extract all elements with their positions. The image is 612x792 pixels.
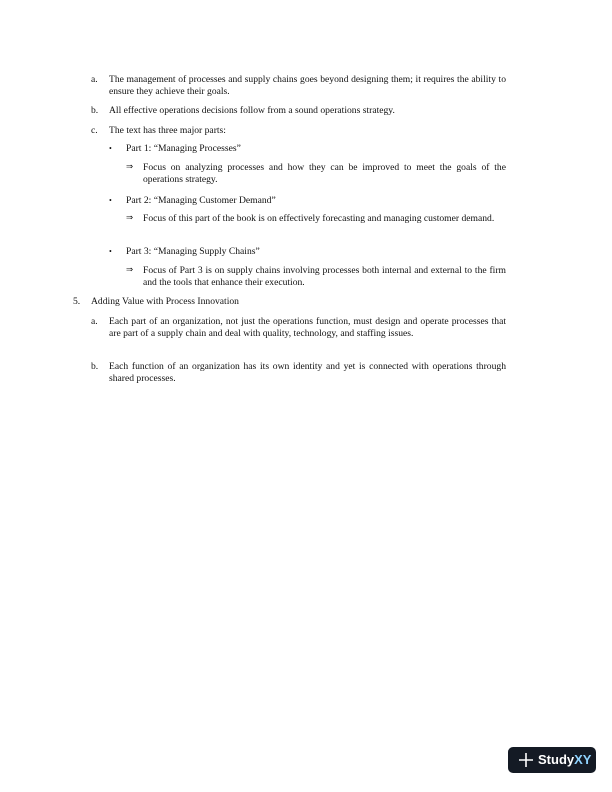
list-label-c: c. bbox=[91, 125, 98, 136]
list-label-b: b. bbox=[91, 105, 99, 116]
section-5-title: Adding Value with Process Innovation bbox=[91, 296, 239, 307]
list-text-5b: Each function of an organization has its own identity and yet is connected with operations through shared processes. bbox=[109, 361, 506, 384]
list-text-5a: Each part of an organization, not just the operations function, must design and operate processes that are part of a supply chain and deal with quality, technology, and staffing issues. bbox=[109, 316, 506, 339]
sub-item-part-3 bbox=[126, 265, 506, 289]
section-5-number: 5. bbox=[73, 296, 81, 307]
part-detail: Focus on analyzing processes and how they can be improved to meet the goals of the operations strategy. bbox=[143, 162, 506, 185]
section-5-item-a bbox=[91, 316, 506, 352]
list-text-a: The management of processes and supply chains goes beyond designing them; it requires the ability to ensure they achieve their goals. bbox=[109, 74, 506, 97]
list-label-5a: a. bbox=[91, 316, 98, 327]
section-5-heading bbox=[73, 296, 506, 308]
bullet-item-part-2 bbox=[109, 195, 506, 207]
brand-name bbox=[538, 751, 591, 769]
bullet-item-part-3 bbox=[109, 246, 506, 258]
bullet-icon: • bbox=[109, 144, 112, 153]
part-detail: Focus of this part of the book is on effectively forecasting and managing customer demand. bbox=[143, 213, 495, 224]
bullet-item-part-1 bbox=[109, 143, 506, 155]
sub-item-part-2 bbox=[126, 213, 506, 237]
list-label-5b: b. bbox=[91, 361, 99, 372]
sub-item-part-1 bbox=[126, 162, 506, 186]
section-5-item-b bbox=[91, 361, 506, 385]
arrow-right-icon: ⇒ bbox=[126, 265, 134, 275]
brand-accent: XY bbox=[574, 752, 592, 767]
part-title: Part 1: “Managing Processes” bbox=[126, 143, 241, 154]
brand-main: Study bbox=[538, 752, 575, 767]
studyxy-badge[interactable] bbox=[508, 747, 596, 773]
list-item-b bbox=[91, 105, 506, 117]
arrow-right-icon: ⇒ bbox=[126, 162, 134, 172]
list-item-a bbox=[91, 74, 506, 98]
list-text-b: All effective operations decisions follow from a sound operations strategy. bbox=[109, 105, 395, 116]
list-text-c: The text has three major parts: bbox=[109, 125, 226, 136]
part-title: Part 2: “Managing Customer Demand” bbox=[126, 195, 276, 206]
bullet-icon: • bbox=[109, 247, 112, 256]
bullet-icon: • bbox=[109, 196, 112, 205]
part-detail: Focus of Part 3 is on supply chains involving processes both internal and external to the firm and the tools that enhance their execution. bbox=[143, 265, 506, 288]
part-title: Part 3: “Managing Supply Chains” bbox=[126, 246, 260, 257]
arrow-right-icon: ⇒ bbox=[126, 213, 134, 223]
plus-icon bbox=[518, 752, 534, 768]
list-item-c bbox=[91, 125, 506, 137]
list-label-a: a. bbox=[91, 74, 98, 85]
